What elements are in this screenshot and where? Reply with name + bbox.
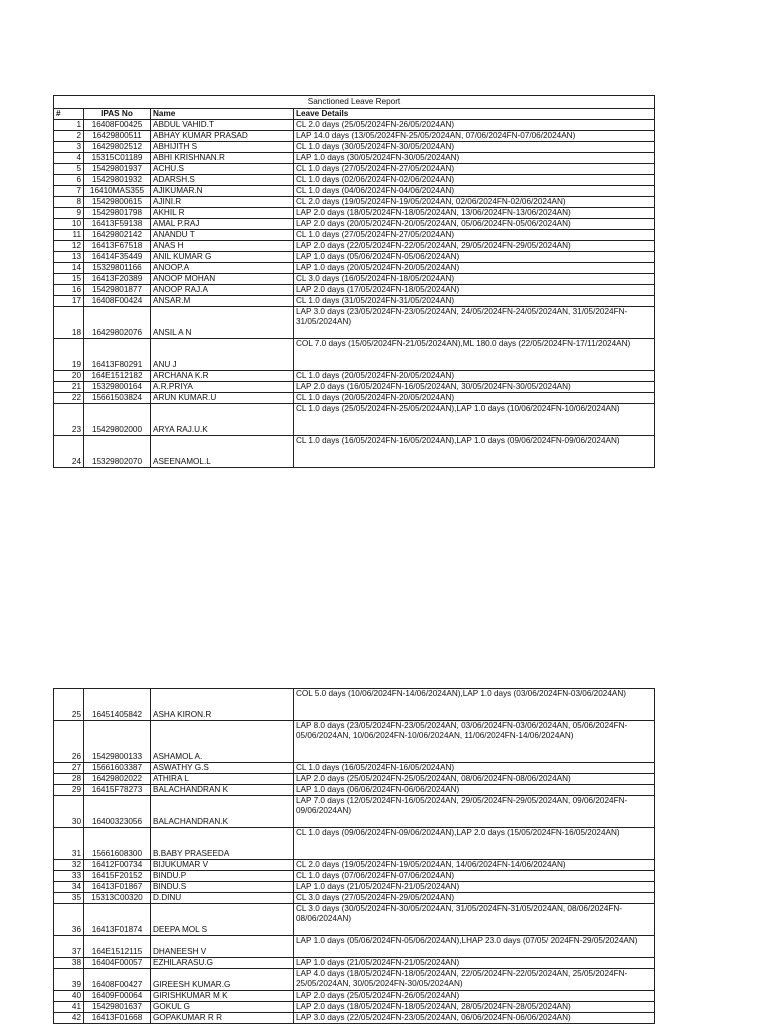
- employee-name: ACHU.S: [151, 164, 294, 175]
- leave-details: LAP 1.0 days (30/05/2024FN-30/05/2024AN): [294, 153, 655, 164]
- ipas-number: 16451405842: [84, 689, 151, 721]
- row-number: 21: [54, 382, 84, 393]
- ipas-number: 16400323056: [84, 796, 151, 828]
- employee-name: ANOOP.A: [151, 263, 294, 274]
- employee-name: ANSIL A N: [151, 307, 294, 339]
- col-header-number: #: [54, 109, 84, 120]
- leave-details: LAP 7.0 days (12/05/2024FN-16/05/2024AN, 29/05/2024FN-29/05/2024AN, 09/06/2024FN-09/06/2024AN): [294, 796, 655, 828]
- employee-name: ARCHANA K.R: [151, 371, 294, 382]
- row-number: 7: [54, 186, 84, 197]
- leave-details: CL 2.0 days (19/05/2024FN-19/05/2024AN, 02/06/2024FN-02/06/2024AN): [294, 197, 655, 208]
- ipas-number: 15329800164: [84, 382, 151, 393]
- row-number: 1: [54, 120, 84, 131]
- row-number: 18: [54, 307, 84, 339]
- row-number: 39: [54, 969, 84, 991]
- table-row: [54, 721, 655, 763]
- row-number: 20: [54, 371, 84, 382]
- ipas-number: 16413F01874: [84, 904, 151, 936]
- leave-details: CL 1.0 days (09/06/2024FN-09/06/2024AN),LAP 2.0 days (15/05/2024FN-16/05/2024AN): [294, 828, 655, 860]
- employee-name: ANSAR.M: [151, 296, 294, 307]
- row-number: 4: [54, 153, 84, 164]
- employee-name: ASHA KIRON.R: [151, 689, 294, 721]
- employee-name: AKHIL R: [151, 208, 294, 219]
- table-row: [54, 893, 655, 904]
- table-row: [54, 904, 655, 936]
- row-number: 13: [54, 252, 84, 263]
- ipas-number: 164E1512182: [84, 371, 151, 382]
- table-row: [54, 285, 655, 296]
- leave-details: CL 1.0 days (07/06/2024FN-07/06/2024AN): [294, 871, 655, 882]
- leave-details: LAP 1.0 days (05/06/2024FN-05/06/2024AN): [294, 252, 655, 263]
- table-row: [54, 860, 655, 871]
- table-row: [54, 689, 655, 721]
- leave-details: CL 1.0 days (02/06/2024FN-02/06/2024AN): [294, 175, 655, 186]
- leave-details: LAP 8.0 days (23/05/2024FN-23/05/2024AN, 03/06/2024FN-03/06/2024AN, 05/06/2024FN-05/06/2024AN, 10/06/2024FN-10/06/2024AN, 11/06/2024FN-14/06/2024AN): [294, 721, 655, 763]
- row-number: 27: [54, 763, 84, 774]
- leave-details: CL 1.0 days (30/05/2024FN-30/05/2024AN): [294, 142, 655, 153]
- employee-name: ANAS H: [151, 241, 294, 252]
- table-row: [54, 371, 655, 382]
- ipas-number: 16410MAS355: [84, 186, 151, 197]
- row-number: 38: [54, 958, 84, 969]
- row-number: 31: [54, 828, 84, 860]
- table-body-1: [54, 96, 655, 468]
- ipas-number: 16413F59138: [84, 219, 151, 230]
- ipas-number: 15429801937: [84, 164, 151, 175]
- ipas-number: 16413F01668: [84, 1013, 151, 1024]
- row-number: 23: [54, 404, 84, 436]
- leave-details: CL 1.0 days (27/05/2024FN-27/05/2024AN): [294, 230, 655, 241]
- leave-details: CL 1.0 days (16/05/2024FN-16/05/2024AN),LAP 1.0 days (09/06/2024FN-09/06/2024AN): [294, 436, 655, 468]
- table-body-2: [54, 689, 655, 1024]
- leave-details: CL 3.0 days (27/05/2024FN-29/05/2024AN): [294, 893, 655, 904]
- ipas-number: 16429802076: [84, 307, 151, 339]
- table-row: [54, 307, 655, 339]
- leave-details: LAP 4.0 days (18/05/2024FN-18/05/2024AN, 22/05/2024FN-22/05/2024AN, 25/05/2024FN-25/05/2024AN, 30/05/2024FN-30/05/2024AN): [294, 969, 655, 991]
- table-row: [54, 263, 655, 274]
- row-number: 11: [54, 230, 84, 241]
- table-row: [54, 828, 655, 860]
- leave-details: LAP 2.0 days (20/05/2024FN-20/05/2024AN, 05/06/2024FN-05/06/2024AN): [294, 219, 655, 230]
- row-number: 10: [54, 219, 84, 230]
- employee-name: ASWATHY G.S: [151, 763, 294, 774]
- ipas-number: 15329802070: [84, 436, 151, 468]
- leave-details: CL 3.0 days (16/05/2024FN-18/05/2024AN): [294, 274, 655, 285]
- leave-details: LAP 1.0 days (20/05/2024FN-20/05/2024AN): [294, 263, 655, 274]
- employee-name: DHANEESH V: [151, 936, 294, 958]
- row-number: 14: [54, 263, 84, 274]
- ipas-number: 15429800133: [84, 721, 151, 763]
- leave-details: LAP 2.0 days (25/05/2024FN-26/05/2024AN): [294, 991, 655, 1002]
- employee-name: BALACHANDRAN.K: [151, 796, 294, 828]
- employee-name: B.BABY PRASEEDA: [151, 828, 294, 860]
- table-row: [54, 936, 655, 958]
- employee-name: D.DINU: [151, 893, 294, 904]
- table-row: [54, 1002, 655, 1013]
- table-row: [54, 958, 655, 969]
- table-row: [54, 197, 655, 208]
- leave-details: CL 1.0 days (04/06/2024FN-04/06/2024AN): [294, 186, 655, 197]
- ipas-number: 15329801166: [84, 263, 151, 274]
- leave-details: LAP 14.0 days (13/05/2024FN-25/05/2024AN, 07/06/2024FN-07/06/2024AN): [294, 131, 655, 142]
- employee-name: ANOOP MOHAN: [151, 274, 294, 285]
- leave-details: LAP 1.0 days (21/05/2024FN-21/05/2024AN): [294, 958, 655, 969]
- employee-name: AJIKUMAR.N: [151, 186, 294, 197]
- leave-details: CL 1.0 days (16/05/2024FN-16/05/2024AN): [294, 763, 655, 774]
- row-number: 16: [54, 285, 84, 296]
- ipas-number: 15429802000: [84, 404, 151, 436]
- ipas-number: 15429801798: [84, 208, 151, 219]
- title-row: [54, 96, 655, 109]
- col-header-ipas: IPAS No: [84, 109, 151, 120]
- table-row: [54, 404, 655, 436]
- row-number: 17: [54, 296, 84, 307]
- ipas-number: 16413F67518: [84, 241, 151, 252]
- leave-details: CL 3.0 days (30/05/2024FN-30/05/2024AN, 31/05/2024FN-31/05/2024AN, 08/06/2024FN-08/06/2024AN): [294, 904, 655, 936]
- employee-name: EZHILARASU.G: [151, 958, 294, 969]
- table-row: [54, 120, 655, 131]
- employee-name: ANU J: [151, 339, 294, 371]
- row-number: 36: [54, 904, 84, 936]
- employee-name: AJINI.R: [151, 197, 294, 208]
- employee-name: ASHAMOL A.: [151, 721, 294, 763]
- leave-details: LAP 2.0 days (16/05/2024FN-16/05/2024AN, 30/05/2024FN-30/05/2024AN): [294, 382, 655, 393]
- ipas-number: 15429800615: [84, 197, 151, 208]
- table-row: [54, 796, 655, 828]
- leave-report-table: [53, 95, 655, 468]
- leave-details: CL 2.0 days (25/05/2024FN-26/05/2024AN): [294, 120, 655, 131]
- employee-name: GIREESH KUMAR.G: [151, 969, 294, 991]
- leave-details: LAP 1.0 days (05/06/2024FN-05/06/2024AN),LHAP 23.0 days (07/05/ 2024FN-29/05/2024AN): [294, 936, 655, 958]
- ipas-number: 164E1512115: [84, 936, 151, 958]
- employee-name: ABHAY KUMAR PRASAD: [151, 131, 294, 142]
- leave-details: LAP 2.0 days (25/05/2024FN-25/05/2024AN, 08/06/2024FN-08/06/2024AN): [294, 774, 655, 785]
- row-number: 37: [54, 936, 84, 958]
- ipas-number: 16429800511: [84, 131, 151, 142]
- ipas-number: 16408F00424: [84, 296, 151, 307]
- employee-name: GOPAKUMAR R R: [151, 1013, 294, 1024]
- row-number: 33: [54, 871, 84, 882]
- ipas-number: 16414F35449: [84, 252, 151, 263]
- table-row: [54, 230, 655, 241]
- leave-details: CL 1.0 days (31/05/2024FN-31/05/2024AN): [294, 296, 655, 307]
- table-row: [54, 164, 655, 175]
- leave-details: LAP 2.0 days (18/05/2024FN-18/05/2024AN, 28/05/2024FN-28/05/2024AN): [294, 1002, 655, 1013]
- employee-name: BIJUKUMAR V: [151, 860, 294, 871]
- ipas-number: 16415F20152: [84, 871, 151, 882]
- employee-name: ABHI KRISHNAN.R: [151, 153, 294, 164]
- table-row: [54, 785, 655, 796]
- ipas-number: 16409F00064: [84, 991, 151, 1002]
- table-row: [54, 241, 655, 252]
- table-row: [54, 219, 655, 230]
- ipas-number: 16413F20389: [84, 274, 151, 285]
- employee-name: ATHIRA L: [151, 774, 294, 785]
- leave-details: CL 1.0 days (20/05/2024FN-20/05/2024AN): [294, 371, 655, 382]
- ipas-number: 16404F00057: [84, 958, 151, 969]
- employee-name: A.R.PRIYA: [151, 382, 294, 393]
- employee-name: ARYA RAJ.U.K: [151, 404, 294, 436]
- ipas-number: 16429802022: [84, 774, 151, 785]
- table-row: [54, 274, 655, 285]
- table-row: [54, 969, 655, 991]
- leave-details: LAP 2.0 days (22/05/2024FN-22/05/2024AN, 29/05/2024FN-29/05/2024AN): [294, 241, 655, 252]
- row-number: 32: [54, 860, 84, 871]
- col-header-name: Name: [151, 109, 294, 120]
- table-row: [54, 436, 655, 468]
- table-row: [54, 142, 655, 153]
- row-number: 8: [54, 197, 84, 208]
- row-number: 6: [54, 175, 84, 186]
- table-row: [54, 382, 655, 393]
- leave-details: COL 5.0 days (10/06/2024FN-14/06/2024AN),LAP 1.0 days (03/06/2024FN-03/06/2024AN): [294, 689, 655, 721]
- row-number: 19: [54, 339, 84, 371]
- table-row: [54, 131, 655, 142]
- table-row: [54, 774, 655, 785]
- ipas-number: 15661608300: [84, 828, 151, 860]
- row-number: 12: [54, 241, 84, 252]
- row-number: 24: [54, 436, 84, 468]
- ipas-number: 15429801877: [84, 285, 151, 296]
- employee-name: DEEPA MOL S: [151, 904, 294, 936]
- table-row: [54, 882, 655, 893]
- employee-name: ANOOP RAJ.A: [151, 285, 294, 296]
- employee-name: ADARSH.S: [151, 175, 294, 186]
- leave-details: LAP 2.0 days (17/05/2024FN-18/05/2024AN): [294, 285, 655, 296]
- leave-details: LAP 3.0 days (22/05/2024FN-23/05/2024AN, 06/06/2024FN-06/06/2024AN): [294, 1013, 655, 1024]
- row-number: 25: [54, 689, 84, 721]
- leave-report-table-continued: [53, 688, 655, 1024]
- leave-details: LAP 3.0 days (23/05/2024FN-23/05/2024AN, 24/05/2024FN-24/05/2024AN, 31/05/2024FN-31/05/2024AN): [294, 307, 655, 339]
- employee-name: GIRISHKUMAR M K: [151, 991, 294, 1002]
- leave-details: CL 1.0 days (27/05/2024FN-27/05/2024AN): [294, 164, 655, 175]
- leave-details: LAP 2.0 days (18/05/2024FN-18/05/2024AN, 13/06/2024FN-13/06/2024AN): [294, 208, 655, 219]
- row-number: 40: [54, 991, 84, 1002]
- ipas-number: 16413F01867: [84, 882, 151, 893]
- table-row: [54, 296, 655, 307]
- table-row: [54, 208, 655, 219]
- table-row: [54, 153, 655, 164]
- ipas-number: 16415F78273: [84, 785, 151, 796]
- row-number: 15: [54, 274, 84, 285]
- table-row: [54, 763, 655, 774]
- row-number: 35: [54, 893, 84, 904]
- leave-details: CL 2.0 days (19/05/2024FN-19/05/2024AN, 14/06/2024FN-14/06/2024AN): [294, 860, 655, 871]
- row-number: 26: [54, 721, 84, 763]
- table-row: [54, 339, 655, 371]
- row-number: 28: [54, 774, 84, 785]
- row-number: 3: [54, 142, 84, 153]
- ipas-number: 16408F00425: [84, 120, 151, 131]
- employee-name: ARUN KUMAR.U: [151, 393, 294, 404]
- table-row: [54, 186, 655, 197]
- table-row: [54, 175, 655, 186]
- employee-name: ASEENAMOL.L: [151, 436, 294, 468]
- ipas-number: 15313C00320: [84, 893, 151, 904]
- ipas-number: 16413F80291: [84, 339, 151, 371]
- employee-name: AMAL P.RAJ: [151, 219, 294, 230]
- table-row: [54, 1013, 655, 1024]
- ipas-number: 15661603387: [84, 763, 151, 774]
- employee-name: BINDU.S: [151, 882, 294, 893]
- row-number: 2: [54, 131, 84, 142]
- table-row: [54, 991, 655, 1002]
- ipas-number: 16408F00427: [84, 969, 151, 991]
- row-number: 29: [54, 785, 84, 796]
- col-header-details: Leave Details: [294, 109, 655, 120]
- ipas-number: 16429802512: [84, 142, 151, 153]
- ipas-number: 15429801932: [84, 175, 151, 186]
- leave-details: CL 1.0 days (25/05/2024FN-25/05/2024AN),LAP 1.0 days (10/06/2024FN-10/06/2024AN): [294, 404, 655, 436]
- leave-details: COL 7.0 days (15/05/2024FN-21/05/2024AN),ML 180.0 days (22/05/2024FN-17/11/2024AN): [294, 339, 655, 371]
- leave-details: LAP 1.0 days (06/06/2024FN-06/06/2024AN): [294, 785, 655, 796]
- row-number: 34: [54, 882, 84, 893]
- row-number: 22: [54, 393, 84, 404]
- ipas-number: 16412F00734: [84, 860, 151, 871]
- table-row: [54, 252, 655, 263]
- employee-name: ANIL KUMAR G: [151, 252, 294, 263]
- ipas-number: 15661503824: [84, 393, 151, 404]
- ipas-number: 15429801637: [84, 1002, 151, 1013]
- row-number: 30: [54, 796, 84, 828]
- leave-details: LAP 1.0 days (21/05/2024FN-21/05/2024AN): [294, 882, 655, 893]
- row-number: 9: [54, 208, 84, 219]
- row-number: 41: [54, 1002, 84, 1013]
- employee-name: BALACHANDRAN K: [151, 785, 294, 796]
- employee-name: ABHIJITH S: [151, 142, 294, 153]
- ipas-number: 16429802142: [84, 230, 151, 241]
- row-number: 5: [54, 164, 84, 175]
- employee-name: ABDUL VAHID.T: [151, 120, 294, 131]
- ipas-number: 15315C01189: [84, 153, 151, 164]
- header-row: [54, 109, 655, 120]
- report-title: Sanctioned Leave Report: [54, 96, 655, 109]
- employee-name: BINDU.P: [151, 871, 294, 882]
- table-row: [54, 393, 655, 404]
- employee-name: GOKUL G: [151, 1002, 294, 1013]
- employee-name: ANANDU T: [151, 230, 294, 241]
- leave-details: CL 1.0 days (20/05/2024FN-20/05/2024AN): [294, 393, 655, 404]
- row-number: 42: [54, 1013, 84, 1024]
- table-row: [54, 871, 655, 882]
